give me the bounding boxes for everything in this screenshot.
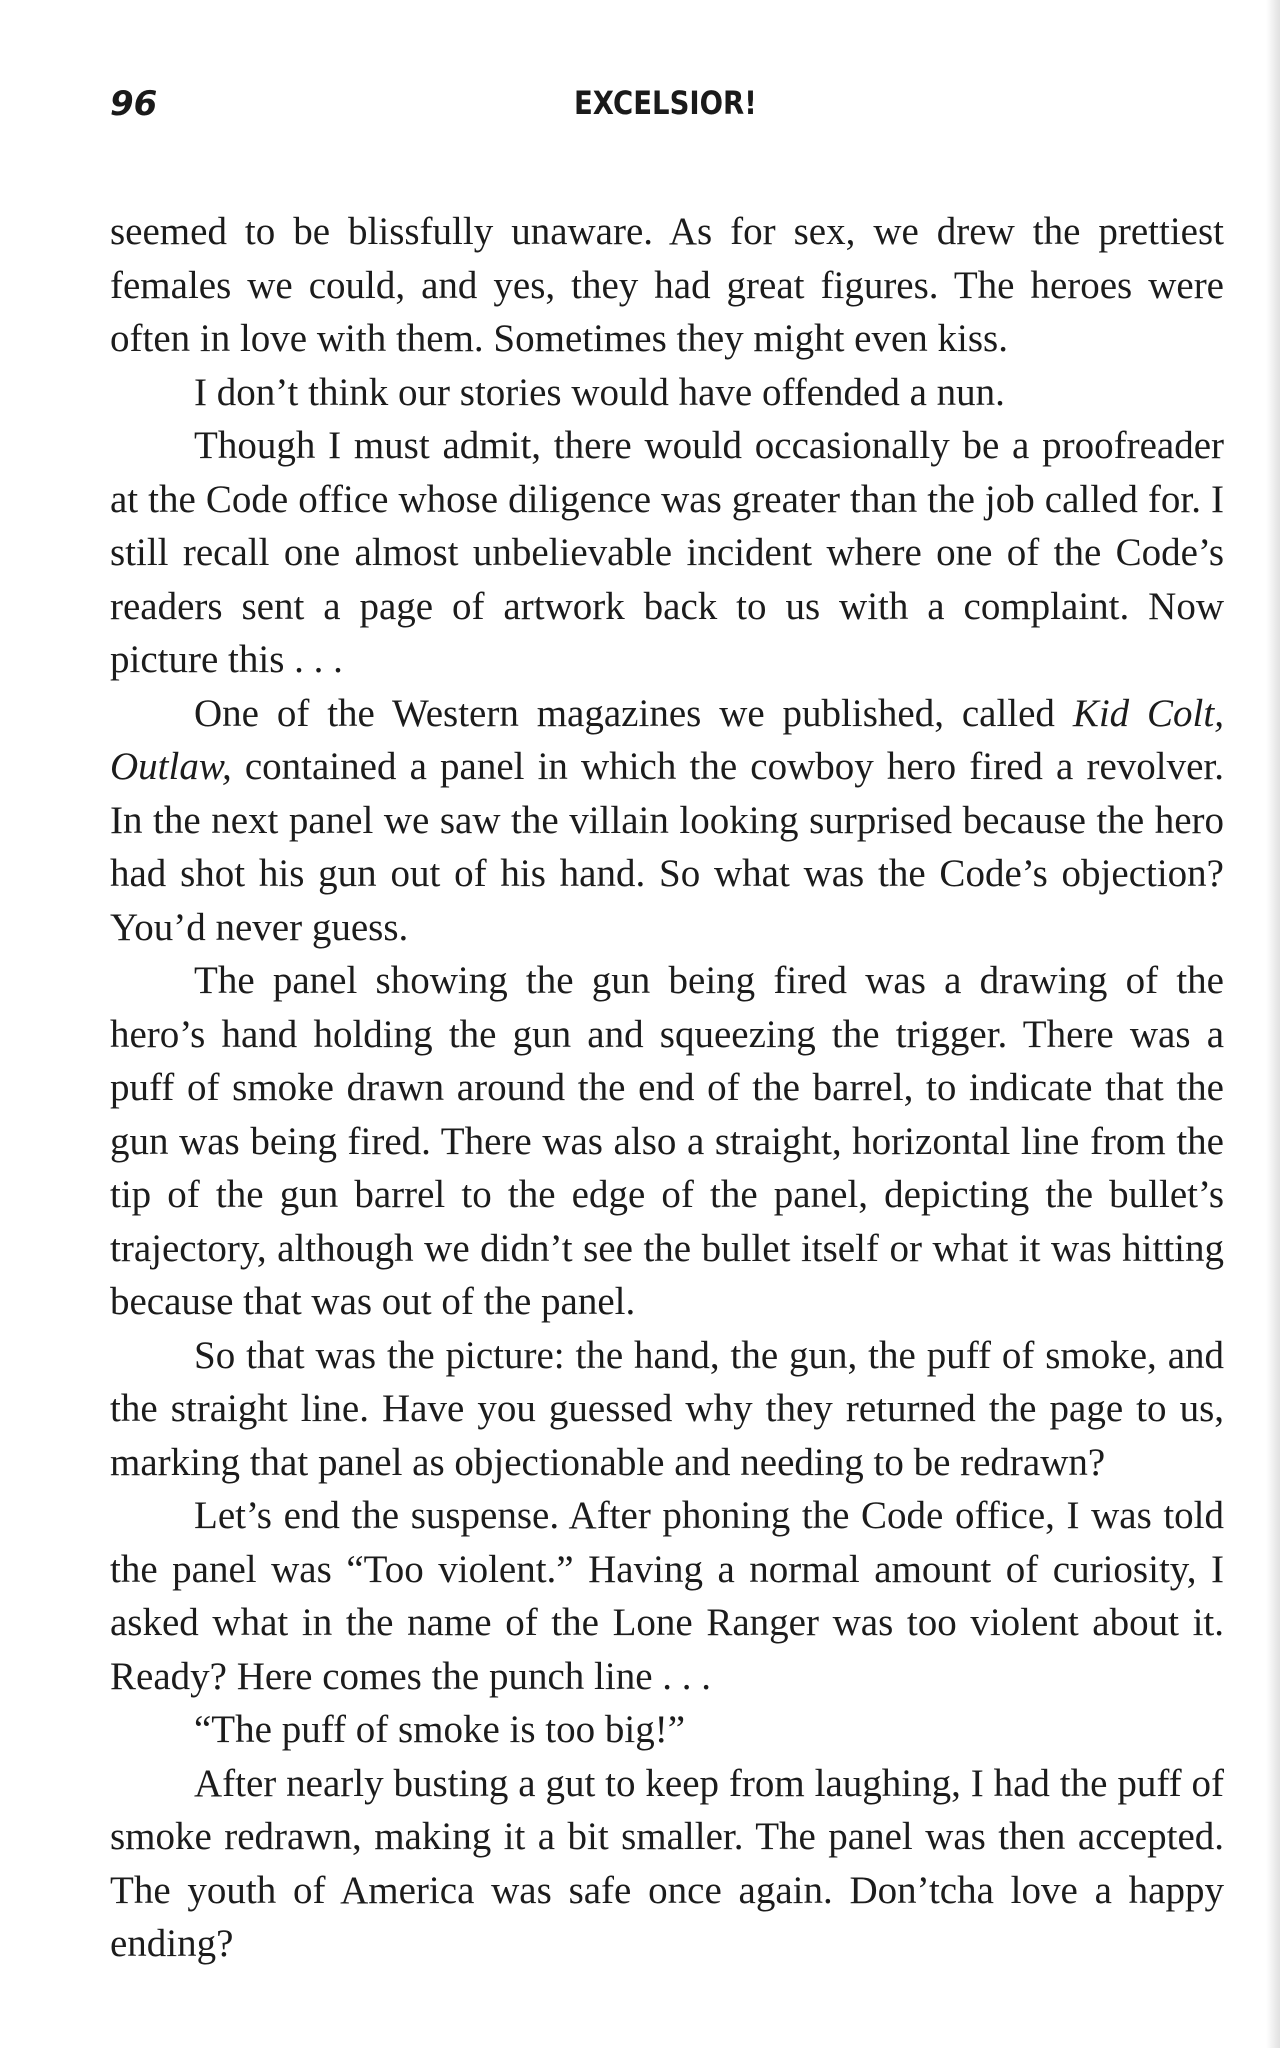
magazine-title-italic: Kid Colt, Outlaw,	[110, 691, 1224, 788]
paragraph-4	[110, 687, 1224, 955]
paragraph-5: The panel showing the gun being fired was a drawing of the hero’s hand holding the gun and squeezing the trigger. There was a puff of smoke drawn around the end of the barrel, to indicate that the gun was being fired. There was also a straight, horizontal line from the tip of the gun barrel to the edge of the panel, depicting the bullet’s trajectory, although we didn’t see the bullet itself or what it was hitting because that was out of the panel.	[110, 959, 1224, 1323]
paragraph-7: Let’s end the suspense. After phoning the Code office, I was told the panel was “Too violent.” Having a normal amount of curiosity, I asked what in the name of the Lone Ranger was too violent about it. Ready? Here comes the punch line . . .	[110, 1494, 1224, 1698]
paragraph-9: After nearly busting a gut to keep from laughing, I had the puff of smoke redrawn, making it a bit smaller. The panel was then accepted. The youth of America was safe once again. Don’tcha love a happy ending?	[110, 1761, 1224, 1965]
paragraph-3: Though I must admit, there would occasionally be a proofreader at the Code office whose diligence was greater than the job called for. I still recall one almost unbelievable incident where one of the Code’s readers sent a page of artwork back to us with a complaint. Now picture this . . .	[110, 424, 1224, 681]
paragraph-1: seemed to be blissfully unaware. As for sex, we drew the prettiest females we could, and yes, they had great figures. The heroes were often in love with them. Sometimes they might even kiss.	[110, 210, 1224, 360]
paragraph-2: I don’t think our stories would have offended a nun.	[194, 370, 1005, 414]
page-number: 96	[110, 84, 158, 124]
running-head-title: EXCELSIOR!	[574, 84, 757, 122]
page-edge-shadow	[1266, 0, 1280, 2048]
paragraph-4-after: contained a panel in which the cowboy hero fired a revolver. In the next panel we saw the villain looking surprised because the hero had shot his gun out of his hand. So what was the Code’s objection? You’d never guess.	[110, 745, 1224, 949]
paragraph-6: So that was the picture: the hand, the gun, the puff of smoke, and the straight line. Have you guessed why they returned the page to us, marking that panel as objectionable and needing to be redrawn?	[110, 1333, 1224, 1484]
paragraph-4-before: One of the Western magazines we published, called	[194, 691, 1073, 735]
paragraph-8: “The puff of smoke is too big!”	[194, 1708, 686, 1751]
body-text	[110, 205, 1224, 1971]
page-header	[110, 84, 1230, 144]
